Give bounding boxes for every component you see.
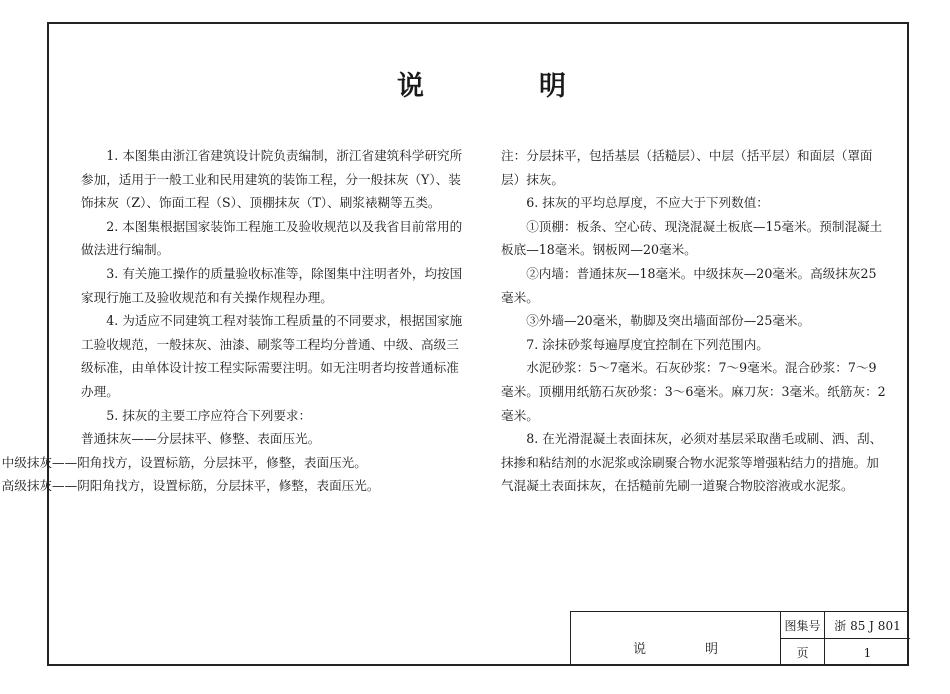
left-paragraph: 2. 本图集根据国家装饰工程施工及验收规范以及我省目前常用的做法进行编制。 (81, 218, 463, 258)
page-number-value: 1 (863, 645, 872, 660)
title-block-name-cell (571, 612, 781, 666)
right-paragraph: 7. 涂抹砂浆每遍厚度宜控制在下列范围内。 (526, 336, 769, 352)
left-paragraph: 1. 本图集由浙江省建筑设计院负责编制，浙江省建筑科学研究所参加，适用于一般工业和民用建筑的装饰工程，分一般抹灰（Y）、装饰抹灰（Z）、饰面工程（S）、顶棚抹灰（T）、刷浆裱糊等五类。 (81, 148, 463, 211)
left-paragraph: 5. 抹灰的主要工序应符合下列要求： (106, 407, 312, 423)
right-paragraph: 水泥砂浆：5～7毫米。石灰砂浆：7～9毫米。混合砂浆：7～9毫米。顶棚用纸筋石灰砂浆：3～6毫米。麻刀灰：3毫米。纸筋灰：2毫米。 (501, 360, 886, 423)
left-paragraph: 中级抹灰——阳角找方，设置标筋，分层抹平，修整，表面压光。 (1, 454, 367, 470)
right-paragraph: ②内墙：普通抹灰—18毫米。中级抹灰—20毫米。高级抹灰25毫米。 (501, 265, 877, 305)
left-paragraph: 4. 为适应不同建筑工程对装饰工程质量的不同要求，根据国家施工验收规范，一般抹灰、油漆、刷浆等工程均分普通、中级、高级三级标准，由单体设计按工程实际需要注明。如无注明者均按普通标准办理。 (81, 313, 463, 399)
left-text-column (1, 144, 465, 498)
title-block (570, 611, 909, 665)
right-paragraph: ③外墙—20毫米，勒脚及突出墙面部份—25毫米。 (526, 313, 811, 329)
atlas-number-value: 浙 85 J 801 (825, 612, 910, 639)
page-number-label: 页 (781, 639, 825, 666)
title-block-name-char-2: 明 (705, 642, 719, 657)
left-paragraph: 高级抹灰——阴阳角找方，设置标筋，分层抹平，修整，表面压光。 (1, 478, 380, 494)
right-paragraph: 8. 在光滑混凝土表面抹灰，必须对基层采取凿毛或刷、洒、刮、抹掺和粘结剂的水泥浆或涂刷聚合物水泥浆等增强粘结力的措施。加气混凝土表面抹灰，在括糙前先刷一道聚合物胶溶液或水泥浆。 (501, 431, 883, 494)
right-text-column (501, 144, 887, 498)
right-paragraph: 6. 抹灰的平均总厚度，不应大于下列数值： (526, 195, 769, 211)
left-paragraph: 3. 有关施工操作的质量验收标准等，除图集中注明者外，均按国家现行施工及验收规范和有关操作规程办理。 (81, 265, 463, 305)
right-paragraph: 注：分层抹平，包括基层（括糙层）、中层（括平层）和面层（罩面层）抹灰。 (501, 148, 873, 187)
title-block-name-char-1: 说 (633, 642, 647, 657)
atlas-number-label: 图集号 (781, 612, 825, 639)
title-char-2: 明 (539, 71, 568, 102)
left-paragraph: 普通抹灰——分层抹平、修整、表面压光。 (81, 431, 321, 447)
drawing-frame (1, 22, 909, 666)
title-char-1: 说 (397, 71, 426, 102)
right-paragraph: ①顶棚：板条、空心砖、现浇混凝土板底—15毫米。预制混凝土板底—18毫米。钢板网—20毫米。 (501, 218, 883, 258)
page-title (49, 64, 911, 104)
